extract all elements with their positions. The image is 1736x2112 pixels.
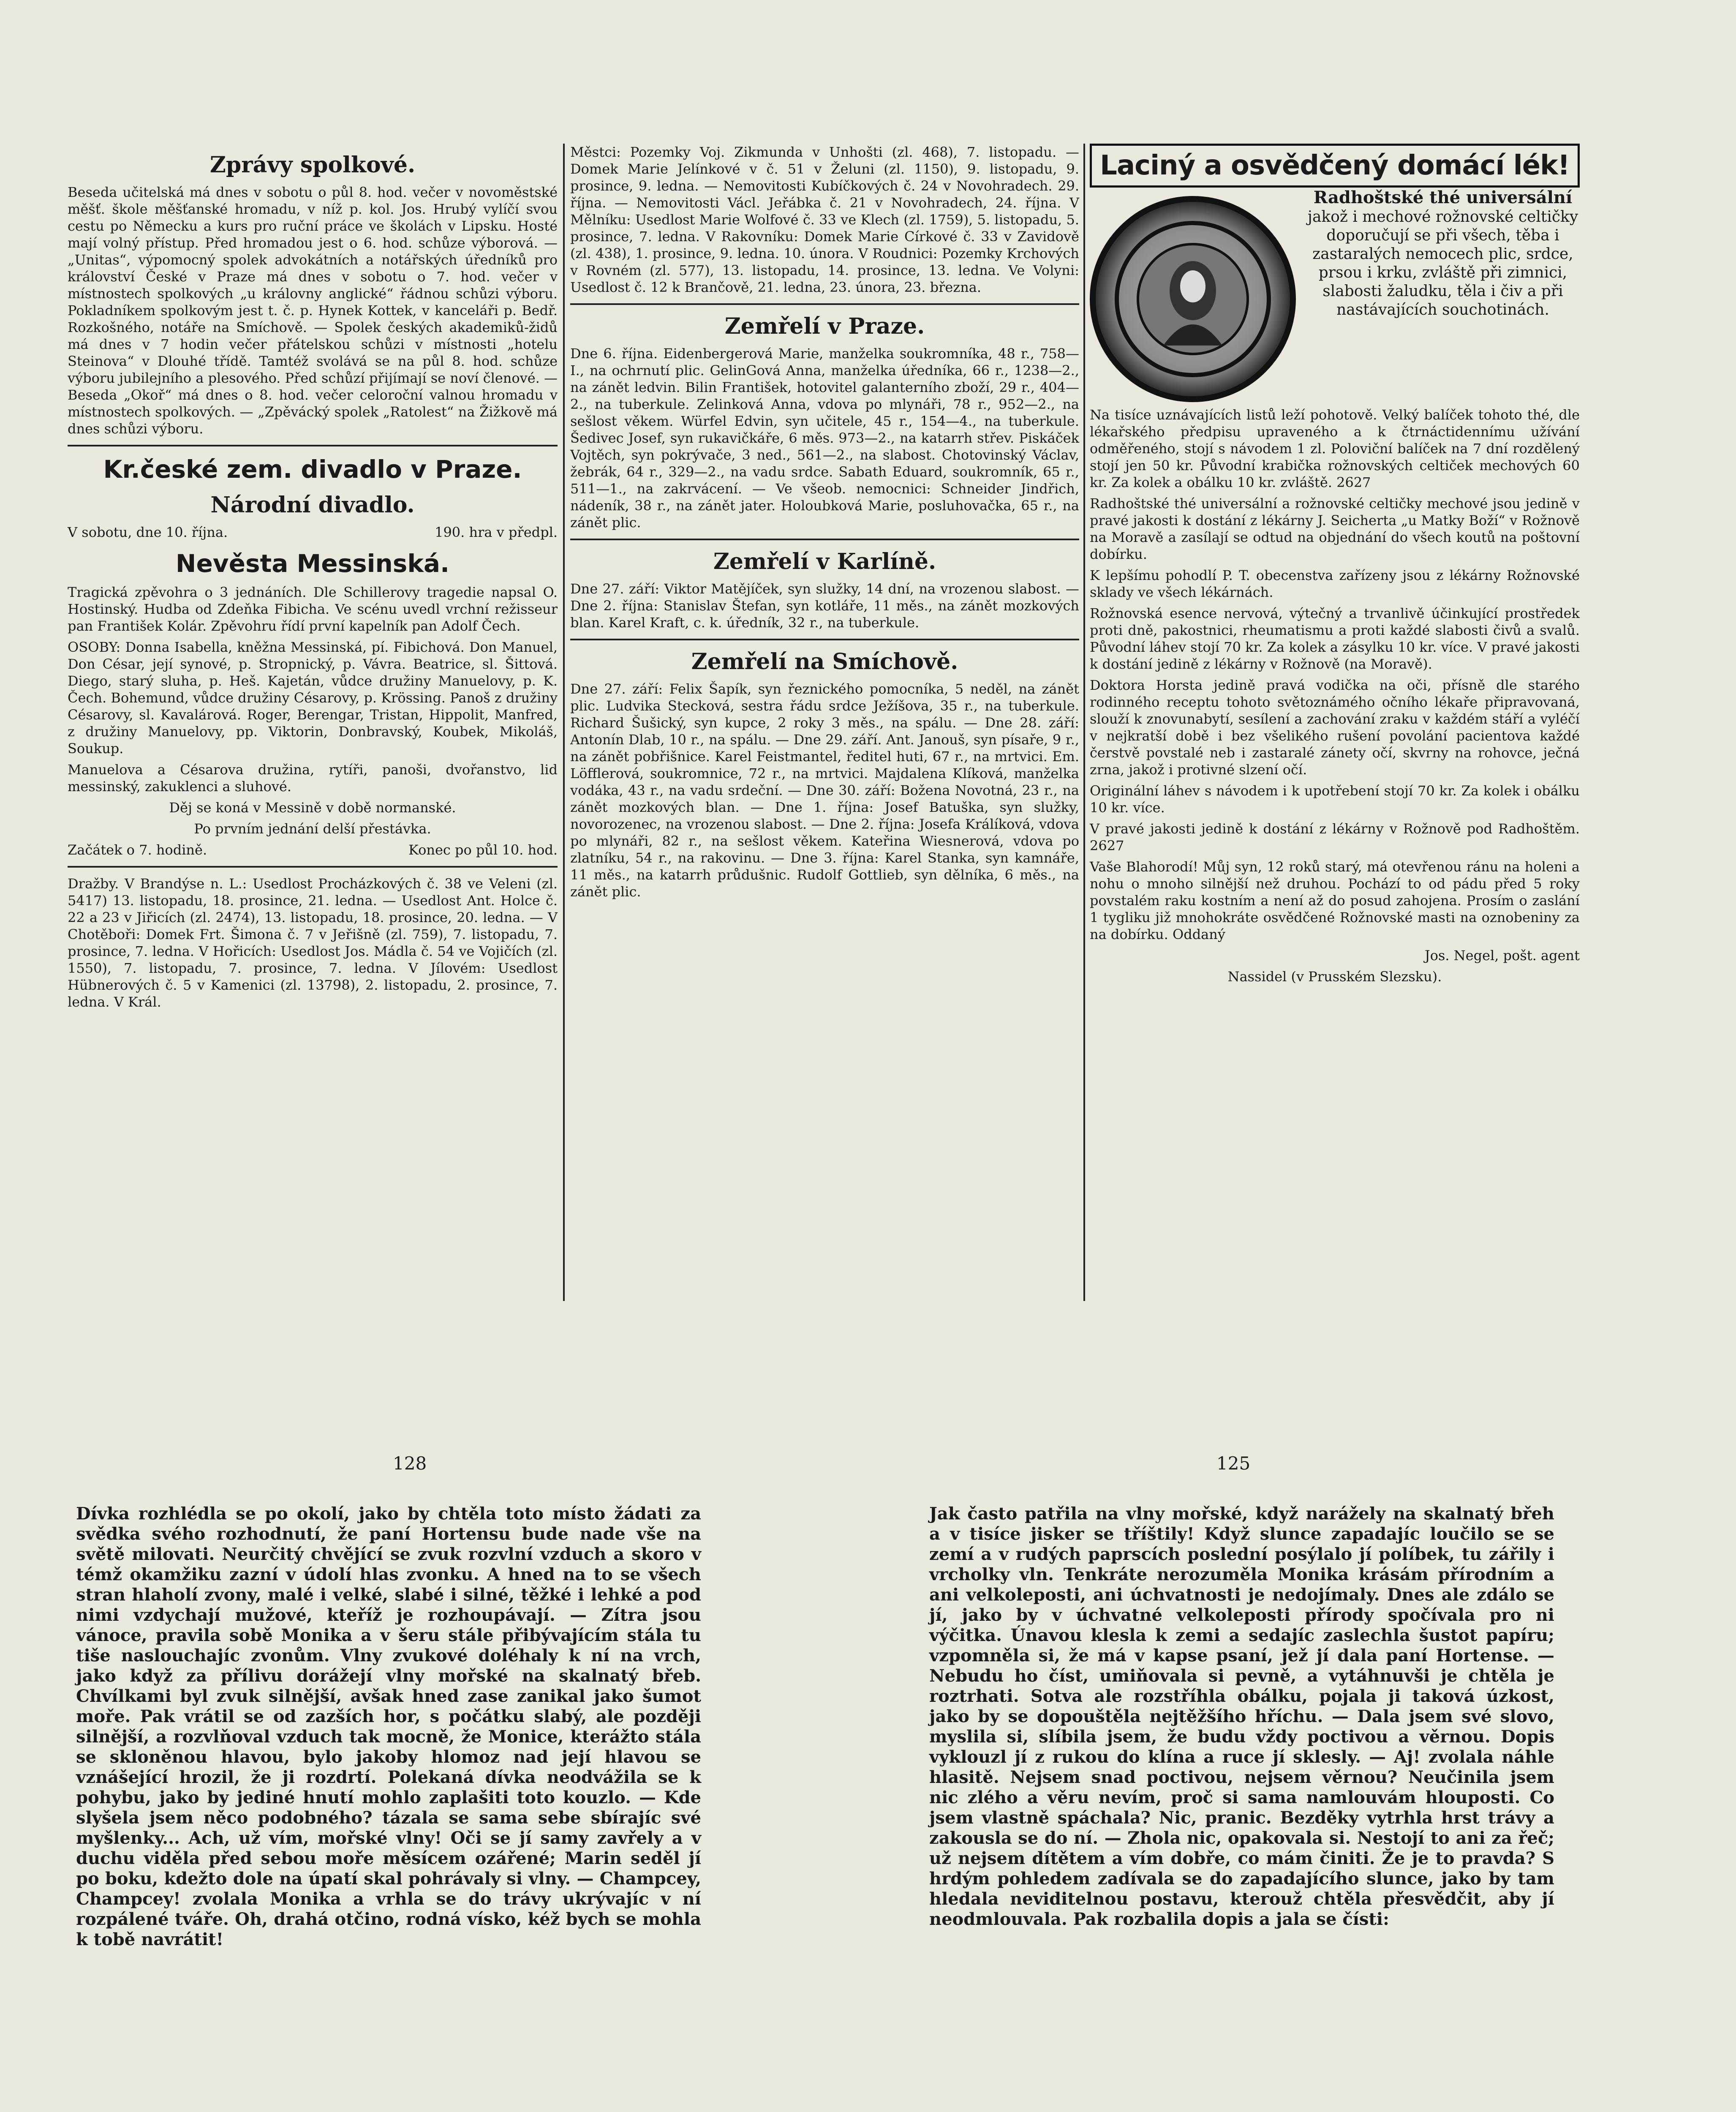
column-1 [68, 144, 558, 1015]
ad-heading: Radhoštské thé universální [1313, 188, 1573, 207]
performance-line [68, 524, 558, 541]
novel-text-left: Dívka rozhlédla se po okolí, jako by chtěla toto místo žádati za svědka svého rozhodnutí, že paní Hortensu bude nade vše na světě milovati. Neurčitý chvějící se zvuk rozvlní vzduch a skoro v témž okamžiku zazní v údolí hlas zvonku. A hned na to se všech stran hlaholí zvony, malé i velké, slabé i silné, těžké i lehké a pod nimi vzdychají mužové, kteříž je rozhoupávají. — Zítra jsou vánoce, pravila sobě Monika a v šeru stále přibývajícím stála tu tiše naslouchajíc zvonům. Vlny zvukové doléhaly k ní na vrch, jako když za přílivu dorážejí vlny mořské na skalnatý břeb. Chvílkami byl zvuk silnější, avšak hned zase zanikal jako šumot moře. Pak vrátil se od zazších hor, s počátku slabý, ale později silnější, a rozvlňoval vzduch tak mocně, že Monice, kterážto stála se skloněnou hlavou, bylo jakoby hlomoz nad její hlavou se vznášející hrozil, že ji rozdrtí. Polekaná dívka neodvážila se k pohybu, jako by jediné hnutí mohlo zaplašiti toto kouzlo. — Kde slyšela jsem něco podobného? tázala se sama sebe sbírajíc své myšlenky... Ach, už vím, mořské vlny! Oči se jí samy zavřely a v duchu viděla před sebou moře měsícem ozářené; Marin seděl jí po boku, kdežto dole na úpatí skal pohrávaly si vlny. — Champcey, Champcey! zvolala Monika a vrhla se do trávy ukrývajíc v ní rozpálené tváře. Oh, drahá otčino, rodná vísko, kéž bych se mohla k tobě navrátit! [76, 1504, 701, 1949]
ad-paragraph-3: K lepšímu pohodlí P. T. obecenstva zařízeny jsou z lékárny Rožnovské sklady ve všech lékárnách. [1090, 567, 1580, 600]
time-line [68, 841, 558, 858]
column-3-advertisement [1090, 144, 1580, 989]
novel-text-right: Jak často patřila na vlny mořské, když narážely na skalnatý břeh a v tisíce jisker se tříštily! Když slunce zapadajíc loučilo se se zemí a v rudých paprscích poslední posýlalo jí políbek, tu zářily i vrcholky vln. Tenkráte nerozuměla Monika krásám přírodním a ani velkoleposti, ani úchvatnosti je nedojímaly. Dnes ale zdálo se jí, jako by v úchvatné velkoleposti přírody spočívala pro ni výčitka. Únavou klesla k zemi a sedajíc zaslechla šustot papíru; vzpomněla si, že má v kapse psaní, jež jí dala paní Hortense. — Nebudu ho číst, umiňovala si pevně, a vytáhnuvši je chtěla je roztrhati. Sotva ale rozstříhla obálku, pojala ji taková úzkost, jako by se dopouštěla nejtěžšího hříchu. — Dala jsem své slovo, myslila si, slíbila jsem, že budu vždy poctivou a věrnou. Dopis vyklouzl jí z rukou do klína a ruce jí sklesly. — Aj! zvolala náhle hlasitě. Nejsem snad poctivou, nejsem věrnou? Neučinila jsem nic zlého a věru nevím, proč si sama namlouvám hlouposti. Co jsem vlastně spáchala? Nic, pranic. Bezděky vytrhla hrst trávy a zakousla se do ní. — Zhola nic, opakovala si. Nestojí to ani za řeč; už nejsem dítětem a vím dobře, co mám činiti. Že je to pravda? S hrdým pohledem zadívala se do zapadajícího slunce, jako by tam hledala neviditelnou postavu, kterouž chtěla přesvědčit, aby jí neodmlouvala. Pak rozbalila dopis a jala se čísti: [929, 1504, 1554, 1929]
heading-spolky: Zprávy spolkové. [210, 152, 416, 178]
page-number-right: 125 [1216, 1453, 1251, 1474]
ad-paragraph-4: Rožnovská esence nervová, výtečný a trvanlivě účinkující prostředek proti dně, pakostnici, rheumatismu a proti každé slabosti čivů a svalů. Původní láhev stojí 70 kr. Za kolek a zásylku 10 kr. více. V pravé jakosti k dostání jedině z lékárny v Rožnově (na Moravě). [1090, 605, 1580, 672]
divider [68, 445, 558, 446]
heading-deaths-prague: Zemřelí v Praze. [724, 313, 925, 339]
heading-deaths-karlin: Zemřelí v Karlíně. [713, 549, 936, 574]
heading-narodni-divadlo: Národní divadlo. [210, 492, 415, 518]
text-spolky: Beseda učitelská má dnes v sobotu o půl 8. hod. večer v novoměstské měšť. škole měšťanské hromadu, v níž p. kol. Jos. Hrubý vylíčí svou cestu po Německu a kurs pro ruční práce ve školách v Lipsku. Hosté mají volný přístup. Před hromadou jest o 6. hod. schůze výborová. — „Unitas“, výpomocný spolek advokátních a notářských úředníků pro království České v Praze má dnes v sobotu o 7. hod. večer v místnostech spolkových „u královny anglické“ řádnou schůzi výboru. Pokladníkem spolkovým jest t. č. p. Hynek Kottek, v kanceláři p. Bedř. Rozkošného, notáře na Smíchově. — Spolek českých akademiků-židů má dnes v 7 hodin večer přátelskou schůzi v místnosti „hotelu Steinova“ v Dlouhé třídě. Tamtéž svolává se na půl 8. hod. schůze výboru jubilejního a plesového. Před schůzí přijímají se noví členové. — Beseda „Okoř“ má dnes o 8. hod. večer celoroční valnou hromadu v místnostech spolkových. — „Zpěvácký spolek „Ratolest“ na Žižkově má dnes schůzi výboru. [68, 184, 558, 437]
divider [570, 539, 1079, 540]
ad-intro: jakož i mechové rožnovské celtičky doporučují se při všech, těba i zastaralých nemocech plic, srdce, prsou i krku, zvláště při zimnici, slabosti žaludku, těla i čiv a při nastávajících souchotinách. [1307, 208, 1578, 318]
ad-paragraph-5: Doktora Horsta jedině pravá vodička na oči, přísně dle starého rodinného receptu tohoto světoznámého očního lékaře připravovaná, slouží k znovunabytí, sesílení a zachování zraku v každém stáří a vyléčí v nejkratší době i bez všelikého rušení povolání pacientova každé čerstvě povstalé neb i zastaralé zánety očí, skvrny na rohovce, ječná zrna, jakož i protivné slzení očí. [1090, 677, 1580, 778]
novel-page-right [929, 1504, 1554, 1934]
text-ensemble: Manuelova a Césarova družina, rytíři, panoši, dvořanstvo, lid messinský, zakuklenci a sluhové. [68, 762, 558, 795]
text-deaths-prague: Dne 6. října. Eidenbergerová Marie, manželka soukromníka, 48 r., 758—I., na ochrnutí plic. GelinGová Anna, manželka úředníka, 66 r., 1238—2., na zánět ledvin. Bilin František, hotovitel galanterního zboží, 29 r., 404—2., na tuberkule. Zelinková Anna, vdova po mlynáři, 78 r., 952—2., na sešlost věkem. Würfel Edvin, syn učitele, 45 r., 154—4., na tuberkule. Šedivec Josef, syn rukavičkáře, 6 měs. 973—2., na katarrh střev. Piskáček Vojtěch, syn pokrývače, 3 ned., 561—2., na slabost. Chotovinský Václav, žebrák, 64 r., 329—2., na vadu srdce. Sabath Eduard, soukromník, 65 r., 511—1., na zakrvácení. — Ve všeob. nemocnici: Schneider Jindřich, nádeník, 38 r., na zánět jater. Holoubková Marie, posluhovačka, 65 r., na zánět plic. [570, 346, 1079, 531]
performance-date: V sobotu, dne 10. října. [68, 524, 228, 540]
text-intermission: Po prvním jednání delší přestávka. [194, 821, 431, 837]
text-auctions: Dražby. V Brandýse n. L.: Usedlost Procházkových č. 38 ve Veleni (zl. 5417) 13. listopadu, 18. prosince, 21. ledna. — Usedlost Ant. Holce č. 22 a 23 v Jiřicích (zl. 2474), 13. listopadu, 18. prosince, 20. ledna. — V Chotěboři: Domek Frt. Šimona č. 7 v Jeřišně (zl. 759), 7. listopadu, 7. prosince, 7. ledna. V Hořicích: Usedlost Jos. Mádla č. 54 ve Vojičích (zl. 1550), 7. listopadu, 7. prosince, 7. ledna. V Jílovém: Usedlost Hübnerových č. 5 v Kamenici (zl. 13798), 2. listopadu, 2. prosince, 7. ledna. V Král. [68, 876, 558, 1010]
column-rule [1083, 144, 1085, 1301]
start-time: Začátek o 7. hodině. [68, 842, 207, 858]
divider [570, 639, 1079, 640]
divider [68, 866, 558, 868]
text-cast: OSOBY: Donna Isabella, kněžna Messinská, pí. Fibichová. Don Manuel, Don César, její synové, p. Stropnický, p. Vávra. Beatrice, sl. Šittová. Diego, starý sluha, p. Heš. Kajetán, vůdce družiny Manuelovy, p. K. Čech. Bohemund, vůdce družiny Césarovy, p. Krössing. Panoš z družiny Césarovy, sl. Kavalárová. Roger, Berengar, Tristan, Hippolit, Manfred, z družiny Manuelovy, pp. Viktorin, Donbravský, Koubek, Mikoláš, Soukup. [68, 639, 558, 757]
ad-paragraph-7: V pravé jakosti jedině k dostání z lékárny v Rožnově pod Radhoštěm. 2627 [1090, 821, 1580, 854]
text-deaths-smichov: Dne 27. září: Felix Šapík, syn řeznického pomocníka, 5 neděl, na zánět plic. Ludvika Stecková, sestra řádu srdce Ježíšova, 35 r., na tuberkule. Richard Šušický, syn kupce, 2 roky 3 měs., na spálu. — Dne 28. září: Antonín Dlab, 10 r., na spálu. — Dne 29. září. Ant. Janouš, syn písaře, 9 r., na zánět pobřišnice. Karel Feistmantel, ředitel huti, 67 r., na mrtvici. Em. Löfflerová, soukromnice, 72 r., na mrtvici. Majdalena Klíková, manželka vodáka, 43 r., na vadu srdeční. — Dne 30. září: Božena Novotná, 23 r., na zánět mozkových blan. — Dne 1. října: Josef Batuška, syn služky, novorozenec, na vrozenou slabost. — Dne 2. října: Josefa Králíková, vdova po mlynáři, 82 r., na sešlost věkem. Kateřina Wiesnerová, vdova po zlatníku, 54 r., na rakovinu. — Dne 3. října: Karel Stanka, syn kamnáře, 11 měs., na katarrh průdušnic. Rudolf Gottlieb, syn dělníka, 6 měs., na zánět plic. [570, 681, 1079, 900]
page-number-left: 128 [393, 1453, 427, 1474]
end-time: Konec po půl 10. hod. [408, 842, 558, 858]
ad-signature: Jos. Negel, pošt. agent [1424, 947, 1580, 963]
text-auctions-continued: Městci: Pozemky Voj. Zikmunda v Unhošti (zl. 468), 7. listopadu. — Domek Marie Jelínkové v č. 51 v Želuni (zl. 1150), 9. listopadu, 9. prosince, 9. ledna. — Nemovitosti Kubíčkových č. 24 v Novohradech. 29. října. — Nemovitosti Václ. Jeřábka č. 21 v Novohradech, 24. října. V Mělníku: Usedlost Marie Wolfové č. 33 ve Klech (zl. 1759), 5. listopadu, 5. prosince, 7. ledna. V Rakovníku: Domek Marie Církové č. 33 v Zavidově (zl. 438), 1. prosince, 9. ledna. 10. února. V Roudnici: Pozemky Krchových v Rovném (zl. 577), 13. listopadu, 14. prosince, 13. ledna. Ve Volyni: Usedlost č. 12 k Brančově, 21. ledna, 23. února, 23. března. [570, 144, 1079, 295]
ad-letter: Vaše Blahorodí! Můj syn, 12 roků starý, má otevřenou ránu na holeni a nohu o mnoho silnější než druhou. Pochází to od pádu před 5 roky povstalém raku kostním a není až do posud zahojena. Prosím o zaslání 1 tygliku již mnohokráte osvědčené Rožnovské masti na oznobeniny za na dobírku. Oddaný [1090, 859, 1580, 942]
madonna-seal-icon [1113, 219, 1273, 379]
heading-deaths-smichov: Zemřelí na Smíchově. [691, 649, 958, 675]
ad-paragraph-2: Radhoštské thé universální a rožnovské celtičky mechové jsou jedině v pravé jakosti k dostání z lékárny J. Seichertа „u Matky Boží“ v Rožnově na Moravě a zasílají se odtud na objednání do všech koutů na poštovní dobírku. [1090, 495, 1580, 562]
text-play: Tragická zpěvohra o 3 jednáních. Dle Schillerovy tragedie napsal O. Hostinský. Hudba od Zdeňka Fibicha. Ve scénu uvedl vrchní režisseur pan František Kolár. Zpěvohru řídí první kapelník pan Adolf Čech. [68, 584, 558, 634]
column-2 [570, 144, 1079, 904]
ad-place: Nassidel (v Prusském Slezsku). [1227, 969, 1442, 985]
heading-play: Nevěsta Messinská. [175, 549, 450, 578]
ad-paragraph-1: Na tisíce uznávajících listů leží pohotově. Velký balíček tohoto thé, dle lékařského předpisu upraveného a k čtrnáctidennímu užívání odměřeného, stojí s návodem 1 zl. Poloviční balíček na 7 dní rozdělený stojí jen 50 kr. Původní krabička rožnovských celtiček mechových 60 kr. Za kolek a obálku 10 kr. zvláště. 2627 [1090, 407, 1580, 490]
performance-number: 190. hra v předpl. [435, 524, 558, 540]
divider [570, 303, 1079, 305]
trademark-seal-image [1090, 196, 1296, 402]
heading-divadlo: Kr.české zem. divadlo v Praze. [103, 455, 522, 484]
novel-page-left [76, 1504, 701, 1954]
column-rule [563, 144, 565, 1301]
ad-paragraph-6: Originální láhev s návodem i k upotřebení stojí 70 kr. Za kolek i obálku 10 kr. více. [1090, 783, 1580, 816]
ad-title: Laciný a osvědčený domácí lék! [1090, 144, 1580, 188]
text-deaths-karlin: Dne 27. září: Viktor Matějíček, syn služky, 14 dní, na vrozenou slabost. — Dne 2. října: Stanislav Štefan, syn kotláře, 11 měs., na zánět mozkových blan. Karel Kraft, c. k. úředník, 32 r., na tuberkule. [570, 581, 1079, 631]
text-setting: Děj se koná v Messině v době normanské. [169, 800, 456, 816]
